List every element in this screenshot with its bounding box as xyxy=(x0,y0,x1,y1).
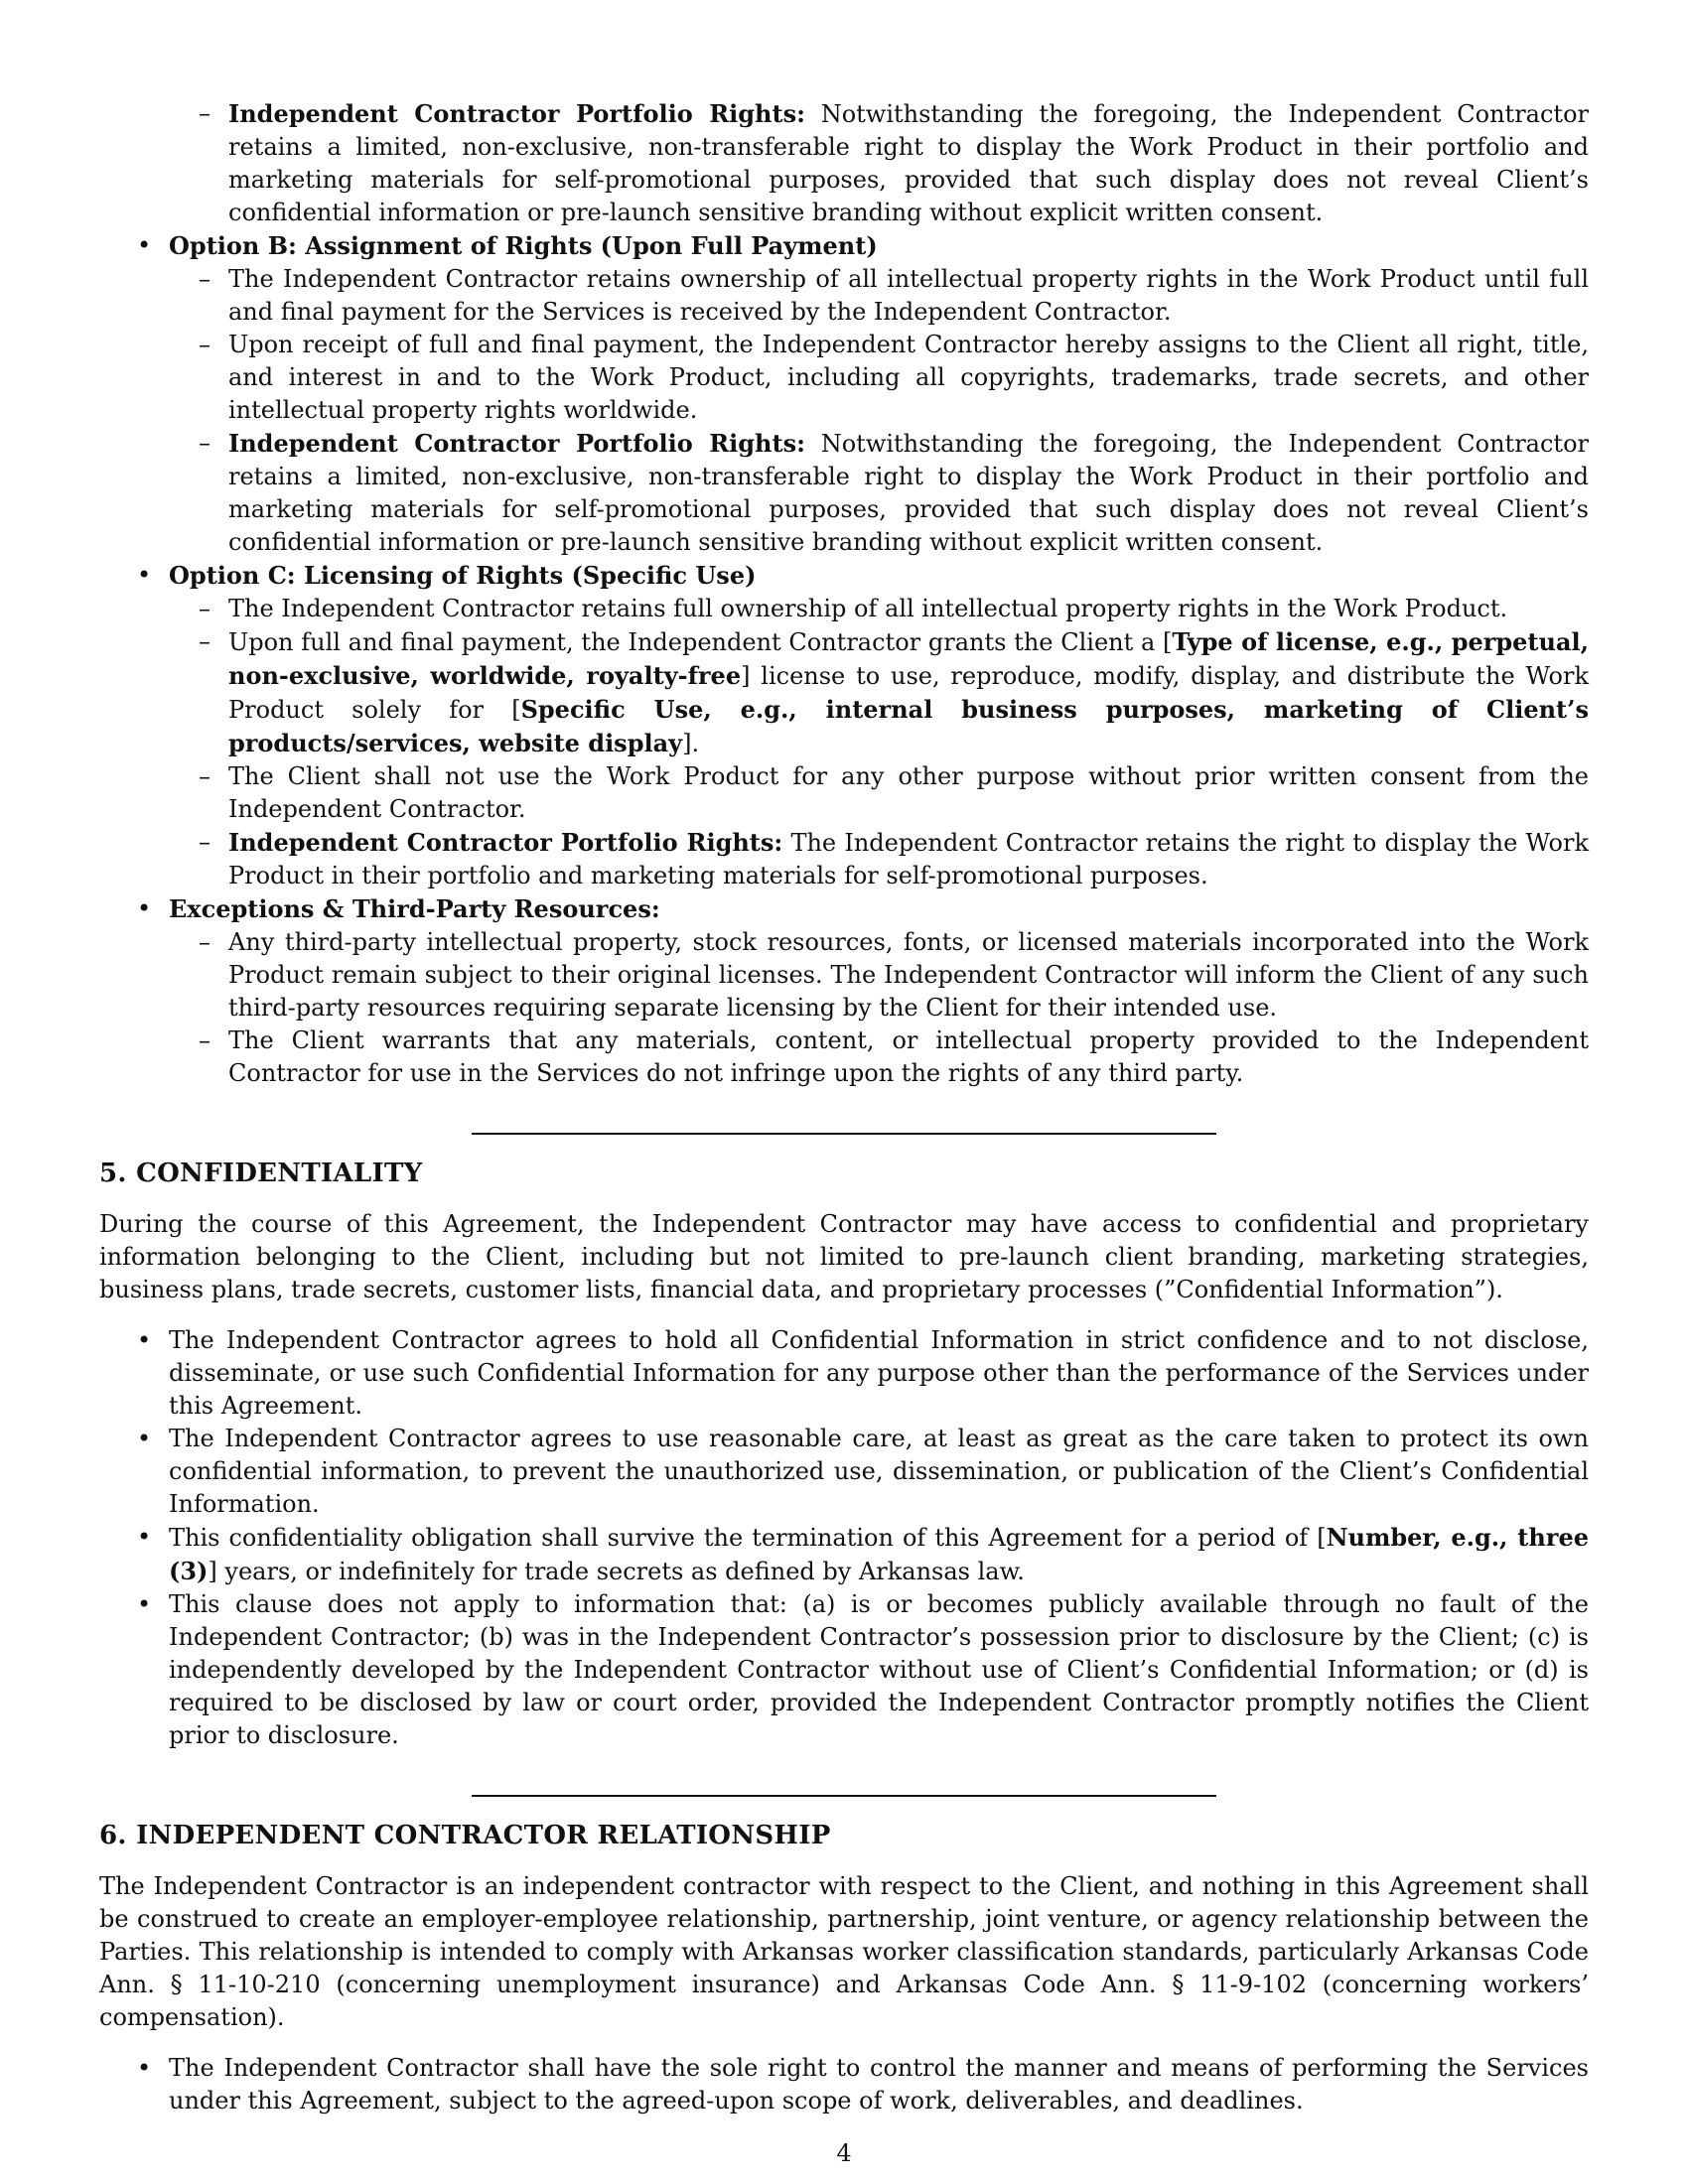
list-item: • This clause does not apply to information that: (a) is or becomes publicly available through no fault of the Independent Contractor; (b) was in the Independent Contractor’s possession prior to disclosure by the Client; (c) is independently developed by the Independent Contractor without use of Client’s Confidential Information; or (d) is required to be disclosed by law or court order, provided the Independent Contractor promptly notifies the Client prior to disclosure. xyxy=(99,1588,1589,1752)
list-item: – Independent Contractor Portfolio Rights: The Independent Contractor retains the right to display the Work Product in their portfolio and marketing materials for self-promotional purposes. xyxy=(199,828,1590,889)
section-divider xyxy=(472,1795,1216,1797)
list-item: – The Independent Contractor retains ownership of all intellectual property rights in the Work Product until full and final payment for the Services is received by the Independent Contractor. xyxy=(199,265,1589,326)
list-item-option-c xyxy=(99,559,1589,892)
list-item-exceptions xyxy=(99,892,1589,1090)
option-b-title: Option B: Assignment of Rights (Upon Full Payment) xyxy=(169,231,878,260)
list-item: – The Client shall not use the Work Product for any other purpose without prior written consent from the Independent Contractor. xyxy=(199,762,1589,823)
ip-options-list xyxy=(99,97,1589,1090)
page-number: 4 xyxy=(836,2139,852,2167)
exceptions-title: Exceptions & Third-Party Resources: xyxy=(169,894,660,923)
list-item: – Upon full and final payment, the Independent Contractor grants the Client a [Type of license, e.g., perpetual, non-exclusive, worldwide, royalty-free] license to use, reproduce, modify, display, and distribute the Work Product solely for [Specific Use, e.g., internal business purposes, marketing of Client’s products/services, website display]. xyxy=(199,627,1589,757)
list-item: – Upon receipt of full and final payment, the Independent Contractor hereby assigns to the Client all right, title, and interest in and to the Work Product, including all copyrights, trademarks, trade secrets, and other intellectual property rights worldwide. xyxy=(199,331,1589,424)
option-a-continuation xyxy=(99,97,1589,229)
dash-marker: – xyxy=(199,99,211,127)
list-item: • The Independent Contractor agrees to hold all Confidential Information in strict confidence and to not disclose, disseminate, or use such Confidential Information for any purpose other than the performance of the Services under this Agreement. xyxy=(99,1324,1589,1423)
list-item-option-b xyxy=(99,229,1589,559)
list-item: • The Independent Contractor shall have the sole right to control the manner and means of performing the Services under this Agreement, subject to the agreed-upon scope of work, deliverables, and deadlines. xyxy=(99,2052,1589,2117)
list-item: • The Independent Contractor agrees to use reasonable care, at least as great as the care taken to protect its own confidential information, to prevent the unauthorized use, dissemination, or publication of the Client’s Confidential Information. xyxy=(99,1423,1589,1521)
section-6-heading: 6. INDEPENDENT CONTRACTOR RELATIONSHIP xyxy=(99,1821,831,1850)
option-c-title: Option C: Licensing of Rights (Specific Use) xyxy=(169,561,757,590)
document-page xyxy=(99,97,1589,2117)
section-6-intro: The Independent Contractor is an independent contractor with respect to the Client, and nothing in this Agreement shall be construed to create an employer-employee relationship, partnership, joint venture, or agency relationship between the Parties. This relationship is intended to comply with Arkansas worker classification standards, particularly Arkansas Code Ann. § 11-10-210 (concerning unemployment insurance) and Arkansas Code Ann. § 11-9-102 (concerning workers’ compensation). xyxy=(99,1872,1589,2031)
list-item: – Independent Contractor Portfolio Rights: Notwithstanding the foregoing, the Independent Contractor retains a limited, non-exclusive, non-transferable right to display the Work Product in their portfolio and marketing materials for self-promotional purposes, provided that such display does not reveal Client’s confidential information or pre-launch sensitive branding without explicit written consent. xyxy=(199,429,1589,556)
section-5-heading: 5. CONFIDENTIALITY xyxy=(99,1159,423,1188)
list-item: – Independent Contractor Portfolio Rights: Notwithstanding the foregoing, the Independent Contractor retains a limited, non-exclusive, non-transferable right to display the Work Product in their portfolio and marketing materials for self-promotional purposes, provided that such display does not reveal Client’s confidential information or pre-launch sensitive branding without explicit written consent. xyxy=(199,99,1589,226)
section-5-list xyxy=(99,1324,1589,1752)
list-item: – The Independent Contractor retains full ownership of all intellectual property rights in the Work Product. xyxy=(199,595,1508,622)
section-5-intro: During the course of this Agreement, the Independent Contractor may have access to confidential and proprietary information belonging to the Client, including but not limited to pre-launch client branding, marketing strategies, business plans, trade secrets, customer lists, financial data, and proprietary processes (”Confidential Information”). xyxy=(99,1210,1589,1303)
list-item: • This confidentiality obligation shall survive the termination of this Agreement for a period of [Number, e.g., three (3)] years, or indefinitely for trade secrets as defined by Arkansas law. xyxy=(99,1521,1589,1588)
list-item: – The Client warrants that any materials, content, or intellectual property provided to the Independent Contractor for use in the Services do not infringe upon the rights of any third party. xyxy=(199,1026,1589,1087)
section-6-list xyxy=(99,2052,1589,2117)
section-divider xyxy=(472,1133,1216,1135)
list-item: – Any third-party intellectual property, stock resources, fonts, or licensed materials incorporated into the Work Product remain subject to their original licenses. The Independent Contractor will inform the Client of any such third-party resources requiring separate licensing by the Client for their intended use. xyxy=(199,928,1589,1022)
